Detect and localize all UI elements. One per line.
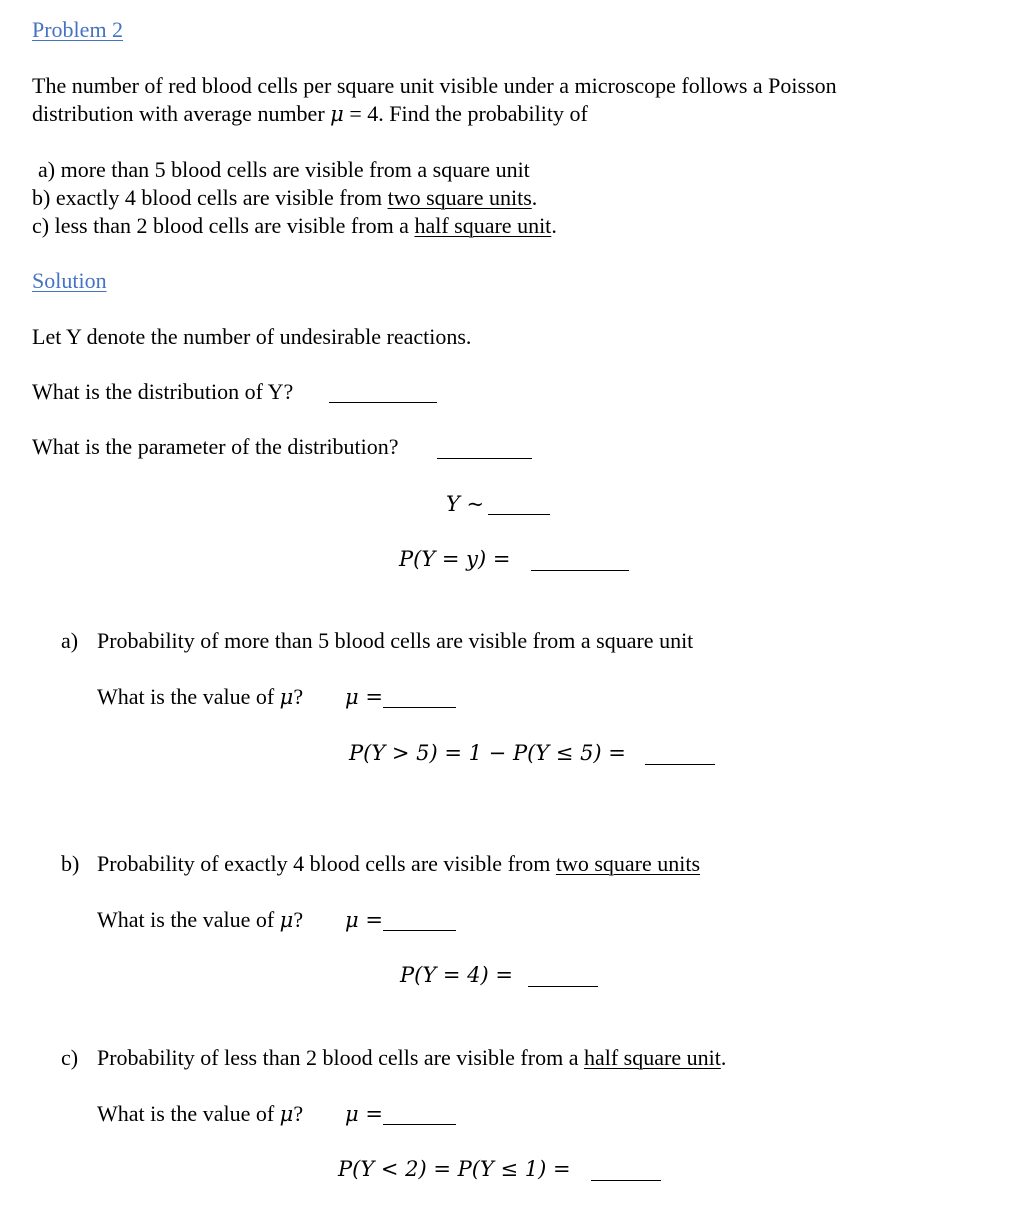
section-a-mu-eq-text: μ = (345, 685, 383, 709)
mu-symbol: μ (330, 102, 344, 126)
section-b-mu-blank[interactable] (383, 911, 456, 937)
section-b-q-end: ? (293, 907, 304, 932)
section-c-mu-blank[interactable] (383, 1105, 456, 1131)
section-c-title-text: Probability of less than 2 blood cells are visible from a (97, 1045, 584, 1070)
section-b-title-underlined: two square units (555, 851, 701, 876)
part-c-pre: c) less than 2 blood cells are visible from a (32, 213, 415, 238)
parameter-question: What is the parameter of the distribution? (32, 434, 399, 459)
part-a-text: a) more than 5 blood cells are visible from a square unit (38, 157, 530, 182)
section-c-mu-eq (345, 1102, 383, 1127)
section-a-q: What is the value of (97, 684, 280, 709)
section-b-mu-eq (345, 908, 383, 933)
pmf-blank[interactable] (531, 551, 629, 577)
section-a-mu: μ (279, 685, 294, 709)
section-a-label: a) (61, 628, 79, 653)
part-b-text (32, 185, 537, 211)
y-distribution-label (446, 492, 484, 517)
intro-line-2-text: distribution with average number (32, 101, 331, 126)
pmf-label (399, 547, 510, 572)
distribution-question: What is the distribution of Y? (32, 379, 294, 404)
section-b-title-text: Probability of exactly 4 blood cells are visible from (97, 851, 556, 876)
section-c-label: c) (61, 1045, 79, 1070)
section-b-title (61, 851, 700, 877)
section-a-answer-blank[interactable] (645, 745, 715, 771)
section-a-mu-blank[interactable] (383, 688, 456, 714)
section-c-q: What is the value of (97, 1101, 280, 1126)
section-c-mu: μ (279, 1102, 294, 1126)
section-a-title-text: Probability of more than 5 blood cells are visible from a square unit (97, 628, 694, 653)
section-b-mu: μ (279, 908, 294, 932)
section-a-title (61, 628, 693, 654)
pmf-lhs: P(Y = y) = (399, 547, 511, 571)
section-c-q-end: ? (293, 1101, 304, 1126)
section-c-answer-blank[interactable] (591, 1161, 661, 1187)
section-b-mu-question (97, 907, 303, 933)
part-c-post: . (551, 213, 557, 238)
section-b-mu-eq-text: μ = (345, 908, 383, 932)
intro-line-2 (32, 101, 588, 127)
section-c-eq-text: P(Y < 2) = P(Y ≤ 1) = (338, 1157, 571, 1181)
part-b-pre: b) exactly 4 blood cells are visible from (32, 185, 388, 210)
section-a-equation (349, 741, 626, 766)
section-c-mu-question (97, 1101, 303, 1127)
intro-line-2-eq: = 4. Find the probability of (343, 101, 588, 126)
section-b-equation (400, 963, 513, 988)
section-c-equation (338, 1157, 571, 1182)
section-c-title-underlined: half square unit (583, 1045, 721, 1070)
section-b-eq-text: P(Y = 4) = (400, 963, 513, 987)
part-b-post: . (531, 185, 538, 210)
intro-line-1: The number of red blood cells per square unit visible under a microscope follows a Poisson (32, 73, 837, 98)
part-b-underlined: two square units (387, 185, 532, 210)
section-a-eq-text: P(Y > 5) = 1 − P(Y ≤ 5) = (349, 741, 626, 765)
solution-heading[interactable]: Solution (32, 268, 107, 293)
distribution-answer-blank[interactable] (329, 383, 437, 409)
section-a-mu-question (97, 684, 303, 710)
section-c-mu-eq-text: μ = (345, 1102, 383, 1126)
y-distribution-lhs: Y ~ (446, 492, 485, 516)
section-b-answer-blank[interactable] (528, 967, 598, 993)
problem-heading[interactable]: Problem 2 (32, 17, 124, 42)
section-a-mu-eq (345, 685, 383, 710)
section-a-q-end: ? (293, 684, 304, 709)
y-distribution-blank[interactable] (488, 495, 550, 521)
section-b-q: What is the value of (97, 907, 280, 932)
let-y-text: Let Y denote the number of undesirable reactions. (32, 324, 472, 349)
section-b-label: b) (61, 851, 80, 876)
part-c-text (32, 213, 557, 239)
part-c-underlined: half square unit (414, 213, 552, 238)
section-c-title (61, 1045, 726, 1071)
parameter-answer-blank[interactable] (437, 439, 532, 465)
section-c-title-post: . (720, 1045, 727, 1070)
